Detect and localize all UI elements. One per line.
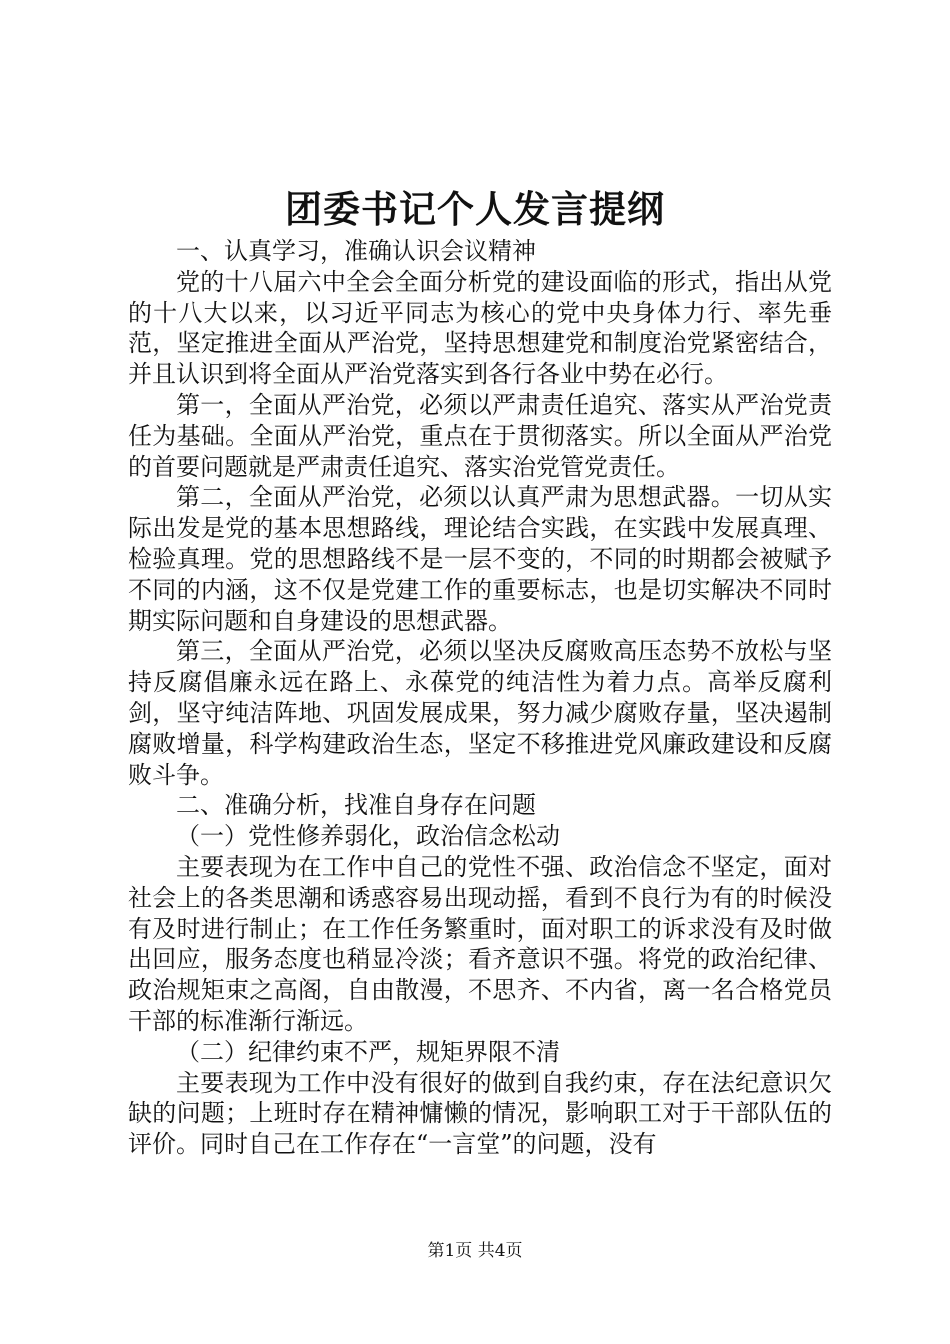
body-paragraph: 主要表现为在工作中自己的党性不强、政治信念不坚定，面对社会上的各类思潮和诱惑容易出现动摇，看到不良行为有的时候没有及时进行制止；在工作任务繁重时，面对职工的诉求没有及时做出回应，服务态度也稍显冷淡；看齐意识不强。将党的政治纪律、政治规矩束之高阁，自由散漫，不思齐、不内省，离一名合格党员干部的标准渐行渐远。	[128, 852, 832, 1035]
body-paragraph: 党的十八届六中全会全面分析党的建设面临的形式，指出从党的十八大以来，以习近平同志为核心的党中央身体力行、率先垂范，坚定推进全面从严治党，坚持思想建党和制度治党紧密结合，并且认识到将全面从严治党落实到各行各业中势在必行。	[128, 267, 832, 389]
page-footer: 第1页 共4页	[427, 1241, 523, 1261]
body-paragraph: 第二，全面从严治党，必须以认真严肃为思想武器。一切从实际出发是党的基本思想路线，理论结合实践，在实践中发展真理、检验真理。党的思想路线不是一层不变的，不同的时期都会被赋予不同的内涵，这不仅是党建工作的重要标志，也是切实解决不同时期实际问题和自身建设的思想武器。	[128, 483, 832, 635]
subsection-heading-1: （一）党性修养弱化，政治信念松动	[176, 822, 560, 851]
section-heading-2: 二、准确分析，找准自身存在问题	[176, 791, 536, 820]
document-title: 团委书记个人发言提纲	[285, 187, 665, 231]
body-paragraph: 第一，全面从严治党，必须以严肃责任追究、落实从严治党责任为基础。全面从严治党，重点在于贯彻落实。所以全面从严治党的首要问题就是严肃责任追究、落实治党管党责任。	[128, 390, 832, 481]
body-paragraph: 主要表现为工作中没有很好的做到自我约束，存在法纪意识欠缺的问题；上班时存在精神慵懒的情况，影响职工对于干部队伍的评价。同时自己在工作存在“一言堂”的问题，没有	[128, 1068, 832, 1159]
body-paragraph: 第三，全面从严治党，必须以坚决反腐败高压态势不放松与坚持反腐倡廉永远在路上、永葆党的纯洁性为着力点。高举反腐利剑，坚守纯洁阵地、巩固发展成果，努力减少腐败存量，坚决遏制腐败增量，科学构建政治生态，坚定不移推进党风廉政建设和反腐败斗争。	[128, 637, 832, 789]
section-heading-1: 一、认真学习，准确认识会议精神	[176, 237, 536, 265]
document-body	[128, 236, 832, 1160]
subsection-heading-2: （二）纪律约束不严，规矩界限不清	[176, 1037, 560, 1066]
